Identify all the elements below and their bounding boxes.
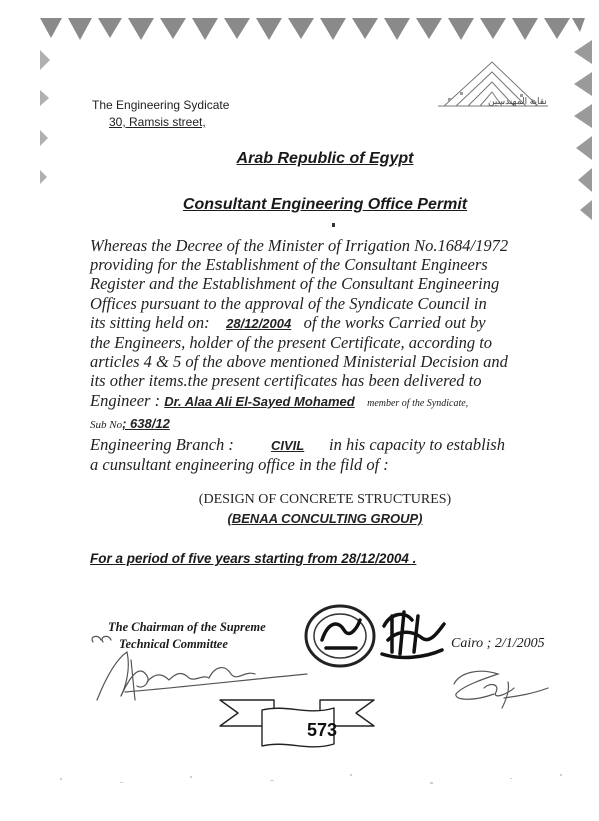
issuer-block	[92, 97, 229, 131]
sitting-date: 28/12/2004	[226, 315, 292, 331]
body-line-date	[90, 313, 568, 333]
sitting-label: its sitting held on:	[90, 312, 210, 332]
engineer-label: Engineer :	[90, 390, 161, 410]
scan-noise	[40, 770, 580, 790]
issuer-name: The Engineering Sydicate	[92, 98, 230, 112]
logo-text: نقابة المهندسين	[488, 96, 547, 106]
engineer-name: Dr. Alaa Ali El-Sayed Mohamed	[164, 393, 355, 409]
validity-period: For a period of five years starting from 28/12/2004 .	[90, 551, 417, 566]
branch-value: CIVIL	[271, 438, 305, 454]
branch-line	[90, 435, 568, 455]
permit-body	[90, 236, 568, 474]
body-line: the Engineers, holder of the present Certificate, according to	[90, 333, 493, 353]
body-line: Offices pursuant to the approval of the Syndicate Council in	[90, 293, 487, 313]
place-date: Cairo ; 2/1/2005	[451, 636, 545, 651]
stamp-text: نقابة المهندسين	[400, 640, 408, 641]
sub-number: ; 638/12	[122, 415, 170, 431]
syndicate-seal-icon	[300, 596, 448, 671]
field-of-practice: (DESIGN OF CONCRETE STRUCTURES)	[198, 492, 452, 507]
decorative-border-top	[40, 18, 585, 44]
sub-label: Sub No	[90, 418, 123, 431]
decorative-border-left	[40, 40, 54, 220]
sitting-tail: of the works Carried out by	[303, 312, 486, 332]
member-text: member of the Syndicate,	[367, 397, 469, 409]
issuer-address: 30, Ramsis street,	[109, 115, 206, 129]
country-heading: Arab Republic of Egypt	[236, 150, 414, 167]
branch-label: Engineering Branch :	[90, 435, 234, 455]
signature-secondary-icon	[448, 664, 558, 712]
ink-dot	[332, 223, 335, 227]
engineer-line	[90, 391, 568, 413]
body-line: articles 4 & 5 of the above mentioned Ministerial Decision and	[90, 352, 508, 372]
body-line: a cunsultant engineering office in the fild of :	[90, 455, 389, 475]
chairman-line: The Chairman of the Supreme	[108, 620, 266, 634]
sub-line	[90, 413, 568, 435]
body-line: Register and the Establishment of the Consultant Engineering	[90, 274, 500, 294]
body-line: providing for the Establishment of the Consultant Engineers	[90, 255, 488, 275]
body-line: Whereas the Decree of the Minister of Irrigation No.1684/1972	[90, 236, 509, 255]
body-line: its other items.the present certificates has been delivered to	[90, 371, 482, 391]
chairman-line: Technical Committee	[119, 637, 228, 651]
branch-tail: in his capacity to establish	[329, 435, 505, 455]
office-name: (BENAA CONCULTING GROUP)	[227, 511, 423, 526]
permit-number: 573	[306, 720, 338, 740]
signature-chairman-icon	[85, 630, 315, 705]
document-title: Consultant Engineering Office Permit	[182, 196, 468, 213]
